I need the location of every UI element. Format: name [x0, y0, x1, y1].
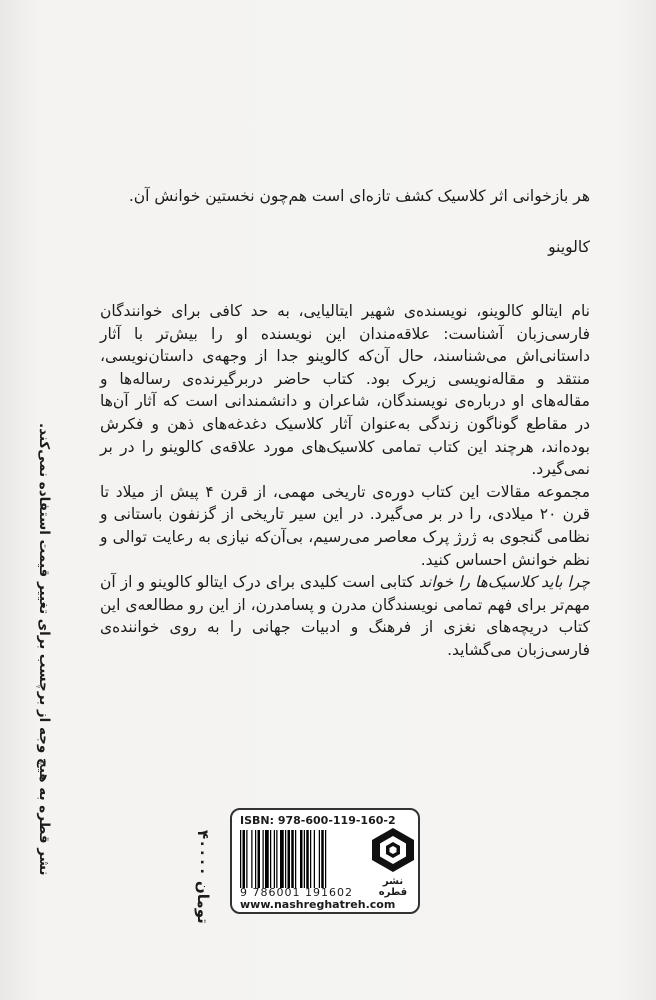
- description-paragraph-1: نام ایتالو کالوینو، نویسنده‌ی شهیر ایتالیایی، به حد کافی برای خوانندگان فارسی‌زبان آشناست: علاقه‌مندان این نویسنده او را بیش‌تر با آثار داستانی‌اش می‌شناسند، حال آن‌که کالوینو جدا از وجهه‌ی داستان‌نویسی، منتقد و مقاله‌نویسی زیرک بود. کتاب حاضر دربرگیرنده‌ی رساله‌ها و مقاله‌های او درباره‌ی نویسندگان، شاعران و دانشمندانی است که آثار آن‌ها در مقاطع گوناگون زندگی به‌عنوان آثار کلاسیک دغدغه‌های ذهن و فکرش بوده‌اند، هرچند این کتاب تمامی کلاسیک‌های مورد علاقه‌ی کالوینو را در بر نمی‌گیرد.: [100, 302, 590, 479]
- price: ۴۰۰۰۰ تومان: [194, 830, 212, 924]
- barcode-number: 9 786001 191602: [240, 886, 353, 899]
- isbn-label: ISBN: 978-600-119-160-2: [240, 814, 396, 827]
- description-paragraph-3: [100, 571, 590, 661]
- description-text: [100, 300, 590, 662]
- description-paragraph-3-rest: کتابی است کلیدی برای درک ایتالو کالوینو و از آن مهم‌تر برای فهم تمامی نویسندگان مدرن و پسامدرن، از این رو مطالعه‌ی این کتاب دریچه‌های نغزی از فرهنگ و ادبیات جهانی را به روی خواننده‌ی فارسی‌زبان می‌گشاید.: [100, 573, 590, 659]
- publisher-website: www.nashreghatreh.com: [240, 898, 396, 911]
- barcode-box: [230, 808, 420, 914]
- book-title-italic: چرا باید کلاسیک‌ها را خواند: [418, 573, 590, 592]
- publisher-name: نشر قطره: [378, 876, 408, 898]
- epigraph-quote: هر بازخوانی اثر کلاسیک کشف تازه‌ای است هم‌چون نخستین خوانش آن.: [128, 187, 590, 205]
- price-label-notice: نشر قطره به هیچ وجه از برچسب برای تغییر قیمت استفاده نمی‌کند.: [36, 422, 52, 875]
- publisher-logo-icon: [370, 826, 416, 874]
- epigraph-author: کالوینو: [548, 238, 590, 256]
- description-paragraph-2: مجموعه مقالات این کتاب دوره‌ی تاریخی مهمی، از قرن ۴ پیش از میلاد تا قرن ۲۰ میلادی، را در بر می‌گیرد. در این سیر تاریخی از گزنفون باستانی و نظامی گنجوی به ژرژ پرک معاصر می‌رسیم، بی‌آن‌که نیازی به رعایت توالی و نظم خوانش احساس کنید.: [100, 482, 590, 569]
- barcode-icon: [240, 830, 364, 888]
